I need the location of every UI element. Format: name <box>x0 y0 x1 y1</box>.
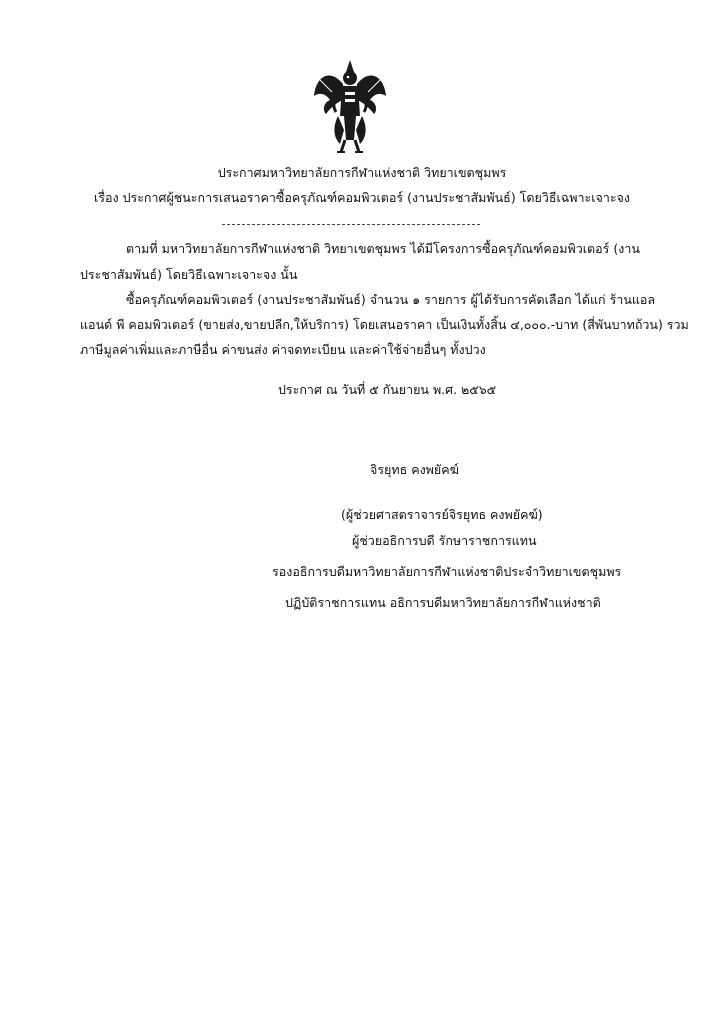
paragraph1-line1: ตามที่ มหาวิทยาลัยการกีฬาแห่งชาติ วิทยาเขตชุมพร ได้มีโครงการซื้อครุภัณฑ์คอมพิวเตอร์ (งาน <box>126 241 640 256</box>
garuda-emblem-icon <box>310 58 390 154</box>
signer-position-2: รองอธิการบดีมหาวิทยาลัยการกีฬาแห่งชาติประจำวิทยาเขตชุมพร <box>272 564 622 579</box>
separator-line <box>222 224 480 225</box>
paragraph2-line2: แอนด์ พี คอมพิวเตอร์ (ขายส่ง,ขายปลีก,ให้บริการ) โดยเสนอราคา เป็นเงินทั้งสิ้น ๔,๐๐๐.-บาท (สี่พันบาทถ้วน) รวม <box>80 317 689 332</box>
paragraph1-line2: ประชาสัมพันธ์) โดยวิธีเฉพาะเจาะจง นั้น <box>80 267 298 282</box>
signer-position-1: ผู้ช่วยอธิการบดี รักษาราชการแทน <box>352 533 537 548</box>
paragraph2-line1: ซื้อครุภัณฑ์คอมพิวเตอร์ (งานประชาสัมพันธ์) จำนวน ๑ รายการ ผู้ได้รับการคัดเลือก ได้แก่ ร้านแอล <box>126 292 656 307</box>
announcement-subject: เรื่อง ประกาศผู้ชนะการเสนอราคาซื้อครุภัณฑ์คอมพิวเตอร์ (งานประชาสัมพันธ์) โดยวิธีเฉพาะเจาะจง <box>94 190 630 205</box>
signature-name: จิรยุทธ คงพยัคฆ์ <box>370 462 459 477</box>
announcement-date: ประกาศ ณ วันที่ ๕ กันยายน พ.ศ. ๒๕๖๕ <box>278 382 497 397</box>
announcement-title: ประกาศมหาวิทยาลัยการกีฬาแห่งชาติ วิทยาเขตชุมพร <box>217 165 507 180</box>
paragraph2-line3: ภาษีมูลค่าเพิ่มและภาษีอื่น ค่าขนส่ง ค่าจดทะเบียน และค่าใช้จ่ายอื่นๆ ทั้งปวง <box>80 342 486 357</box>
signer-full-name: (ผู้ช่วยศาสตราจารย์จิรยุทธ คงพยัคฆ์) <box>341 507 543 522</box>
signer-position-3: ปฏิบัติราชการแทน อธิการบดีมหาวิทยาลัยการกีฬาแห่งชาติ <box>285 595 601 610</box>
